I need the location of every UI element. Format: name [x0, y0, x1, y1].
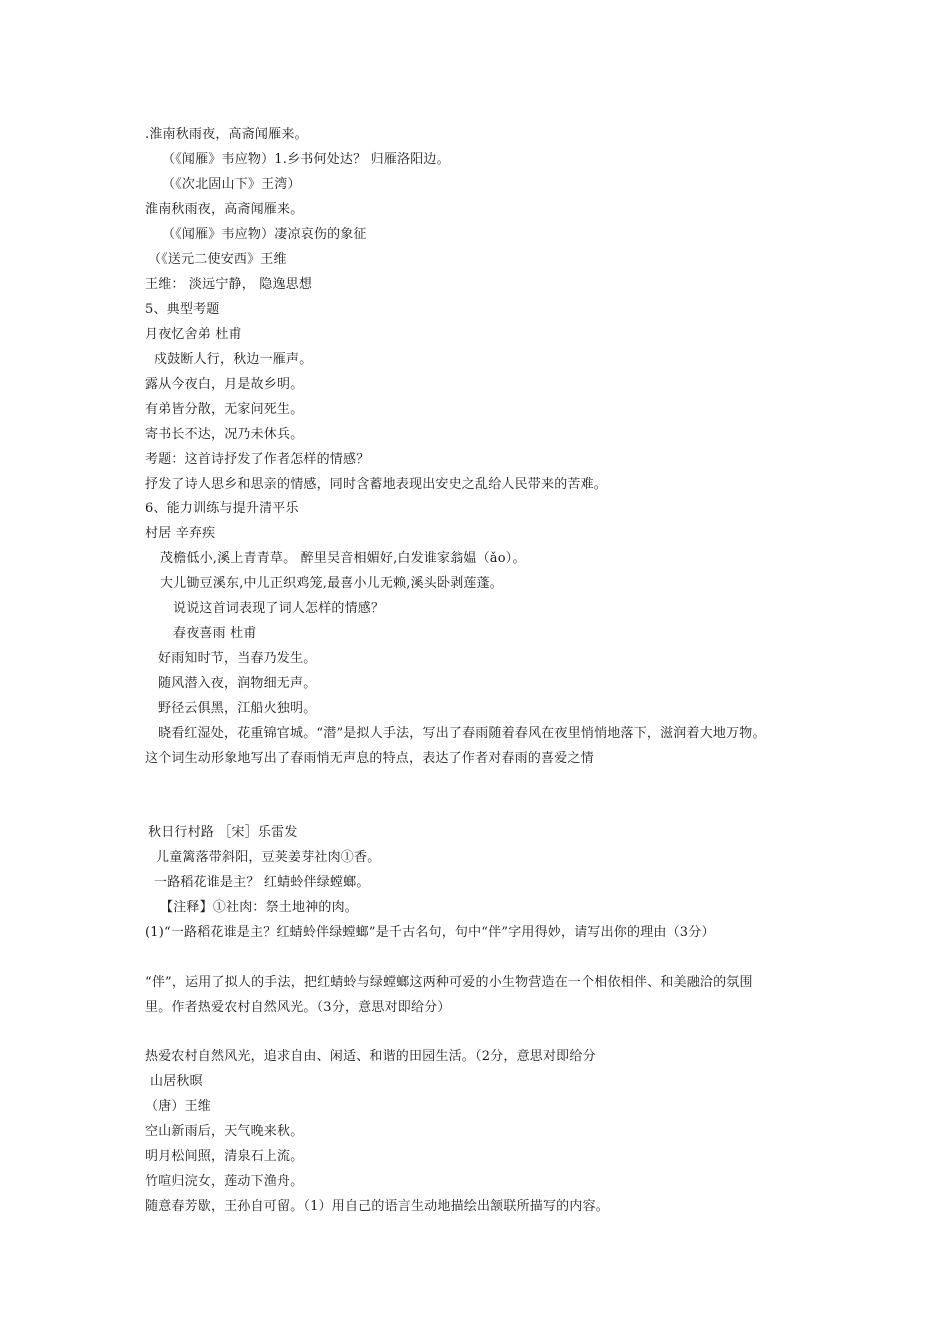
poem-line: 好雨知时节，当春乃发生。: [158, 651, 317, 666]
poem-title: 秋日行村路 ［宋］乐雷发: [148, 825, 298, 840]
question-text: 考题：这首诗抒发了作者怎样的情感？: [145, 452, 370, 467]
text-line: （《次北固山下》王湾）: [162, 177, 301, 192]
section-heading: 6、能力训练与提升清平乐: [145, 501, 299, 516]
poem-line: 儿童篱落带斜阳，豆荚姜芽社肉①香。: [156, 850, 381, 865]
poem-title: 月夜忆舍弟 杜甫: [145, 327, 242, 342]
poem-line: 竹喧归浣女，莲动下渔舟。: [145, 1174, 304, 1189]
poem-line: 随风潜入夜，润物细无声。: [158, 676, 317, 691]
poem-line: 露从今夜白，月是故乡明。: [145, 377, 304, 392]
answer-text: 热爱农村自然风光，追求自由、闲适、和谐的田园生活。（2分，意思对即给分: [145, 1049, 596, 1064]
poem-title: 山居秋暝: [150, 1074, 203, 1089]
note-text: 【注释】①社肉：祭土地神的肉。: [160, 900, 359, 915]
answer-text: 晓看红湿处，花重锦官城。“潜”是拟人手法，写出了春雨随着春风在夜里悄悄地落下，滋润着大地万物。: [158, 726, 766, 741]
text-line: 淮南秋雨夜，高斋闻雁来。: [145, 202, 304, 217]
poem-line: 野径云俱黑，江船火独明。: [158, 701, 317, 716]
section-heading: 5、典型考题: [145, 302, 220, 317]
poem-line: 茂檐低小,溪上青青草。 醉里吴音相媚好,白发谁家翁媪（ǎo）。: [160, 551, 526, 566]
poem-title: 村居 辛弃疾: [145, 526, 216, 541]
poem-line: 空山新雨后，天气晚来秋。: [145, 1124, 304, 1139]
answer-text: “伴”，运用了拟人的手法，把红蜻蛉与绿螳螂这两种可爱的小生物营造在一个相依相伴、和美融洽的氛围: [145, 975, 753, 990]
answer-text: 里。作者热爱农村自然风光。（3分，意思对即给分）: [145, 1000, 451, 1015]
answer-text: 这个词生动形象地写出了春雨悄无声息的特点，表达了作者对春雨的喜爱之情: [145, 751, 594, 766]
poem-author: （唐）王维: [145, 1099, 212, 1114]
poem-line: 一路稻花谁是主？ 红蜻蛉伴绿螳螂。: [154, 875, 370, 890]
answer-text: 抒发了诗人思乡和思亲的情感，同时含蓄地表现出安史之乱给人民带来的苦难。: [145, 477, 608, 492]
text-line: （《闻雁》韦应物）1.乡书何处达？ 归雁洛阳边。: [162, 152, 450, 167]
question-text: 说说这首词表现了词人怎样的情感？: [173, 601, 385, 616]
text-line: .淮南秋雨夜，高斋闻雁来。: [145, 127, 308, 142]
poem-line: 戍鼓断人行，秋边一雁声。: [154, 352, 313, 367]
text-line: （《闻雁》韦应物）凄凉哀伤的象征: [162, 227, 367, 242]
text-line: （《送元二使安西》王维: [148, 252, 287, 267]
poem-line: 大儿锄豆溪东,中儿正织鸡笼,最喜小儿无赖,溪头卧剥莲蓬。: [160, 576, 503, 591]
poem-line: 明月松间照，清泉石上流。: [145, 1149, 304, 1164]
question-text: 随意春芳歇，王孙自可留。（1）用自己的语言生动地描绘出颔联所描写的内容。: [145, 1199, 609, 1214]
poem-line: 寄书长不达，况乃未休兵。: [145, 427, 304, 442]
poem-title: 春夜喜雨 杜甫: [173, 626, 257, 641]
text-line: 王维： 淡远宁静， 隐逸思想: [145, 277, 313, 292]
poem-line: 有弟皆分散，无家问死生。: [145, 402, 304, 417]
question-text: (1)“一路稻花谁是主？红蜻蛉伴绿螳螂”是千古名句，句中“伴”字用得妙，请写出你的理由（3分）: [145, 925, 715, 940]
